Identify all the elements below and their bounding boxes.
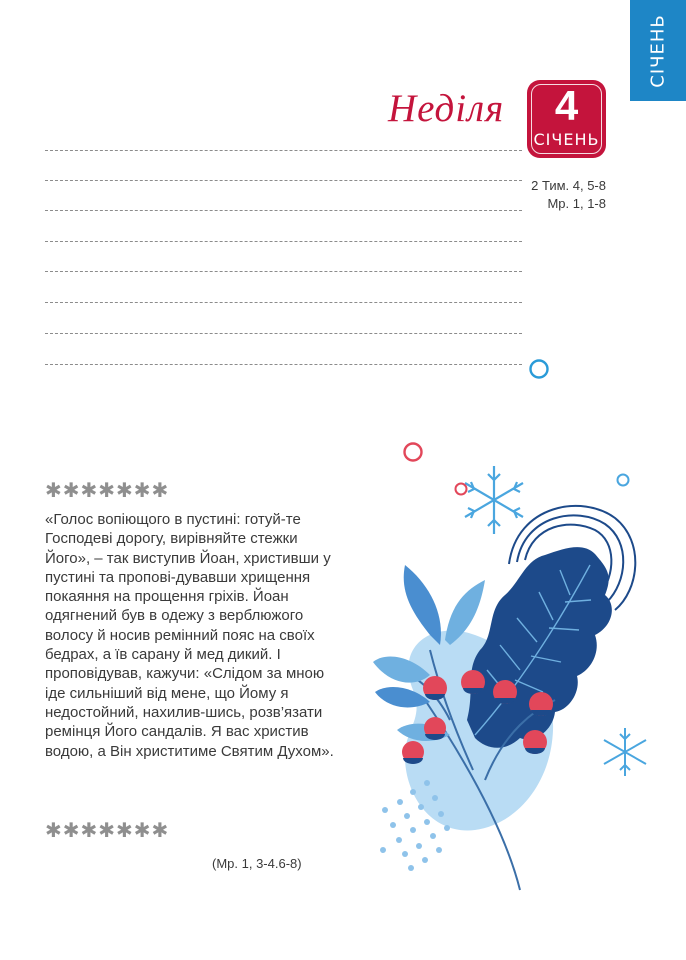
blue-leaf bbox=[404, 565, 441, 645]
date-number: 4 bbox=[554, 82, 579, 129]
ornament-divider-bottom: ✱✱✱✱✱✱✱ bbox=[45, 820, 170, 842]
writing-line bbox=[45, 364, 522, 365]
writing-line bbox=[45, 271, 522, 272]
writing-line bbox=[45, 210, 522, 211]
holly-illustration bbox=[355, 430, 686, 900]
writing-line bbox=[45, 333, 522, 334]
snowflake-icon bbox=[465, 466, 523, 534]
snowflake-icon bbox=[604, 728, 646, 776]
decor-circle bbox=[525, 355, 553, 383]
writing-line bbox=[45, 241, 522, 242]
day-name: Неділя bbox=[388, 87, 505, 130]
holly-leaf bbox=[467, 547, 612, 748]
ornament-divider-top: ✱✱✱✱✱✱✱ bbox=[45, 480, 170, 502]
decor-circle-red bbox=[405, 444, 422, 461]
writing-line bbox=[45, 150, 522, 151]
reading-reference-gospel: Мр. 1, 1-8 bbox=[547, 196, 606, 211]
decor-circle-red bbox=[456, 484, 467, 495]
decor-circle-blue bbox=[618, 475, 629, 486]
date-month: СІЧЕНЬ bbox=[533, 130, 600, 149]
reading-reference-epistle: 2 Тим. 4, 5-8 bbox=[531, 178, 606, 193]
writing-line bbox=[45, 180, 522, 181]
scripture-quote: «Голос вопіющого в пустині: готуй-те Господеві дорогу, вирівняйте стежки Його», – так виступив Йоан, христивши у пустині та пропові-дувавши хрищення покаяння на прощення гріхів. Йоан одягнений був в одежу з верблюжого волосу й носив ремінний пояс на своїх бедрах, а їв сарану й мед дикий. І проповідував, кажучи: «Слідом за мною іде сильніший від мене, що Йому я недостойний, нахилив-шись, розв’язати ремінця Його сандалів. Я вас христив водою, а Він христитиме Святим Духом». bbox=[45, 511, 334, 760]
writing-line bbox=[45, 302, 522, 303]
month-tab-label: СІЧЕНЬ bbox=[647, 13, 669, 88]
date-badge bbox=[527, 80, 606, 158]
quote-reference: (Мр. 1, 3-4.6-8) bbox=[212, 856, 302, 871]
month-tab[interactable] bbox=[630, 0, 686, 101]
